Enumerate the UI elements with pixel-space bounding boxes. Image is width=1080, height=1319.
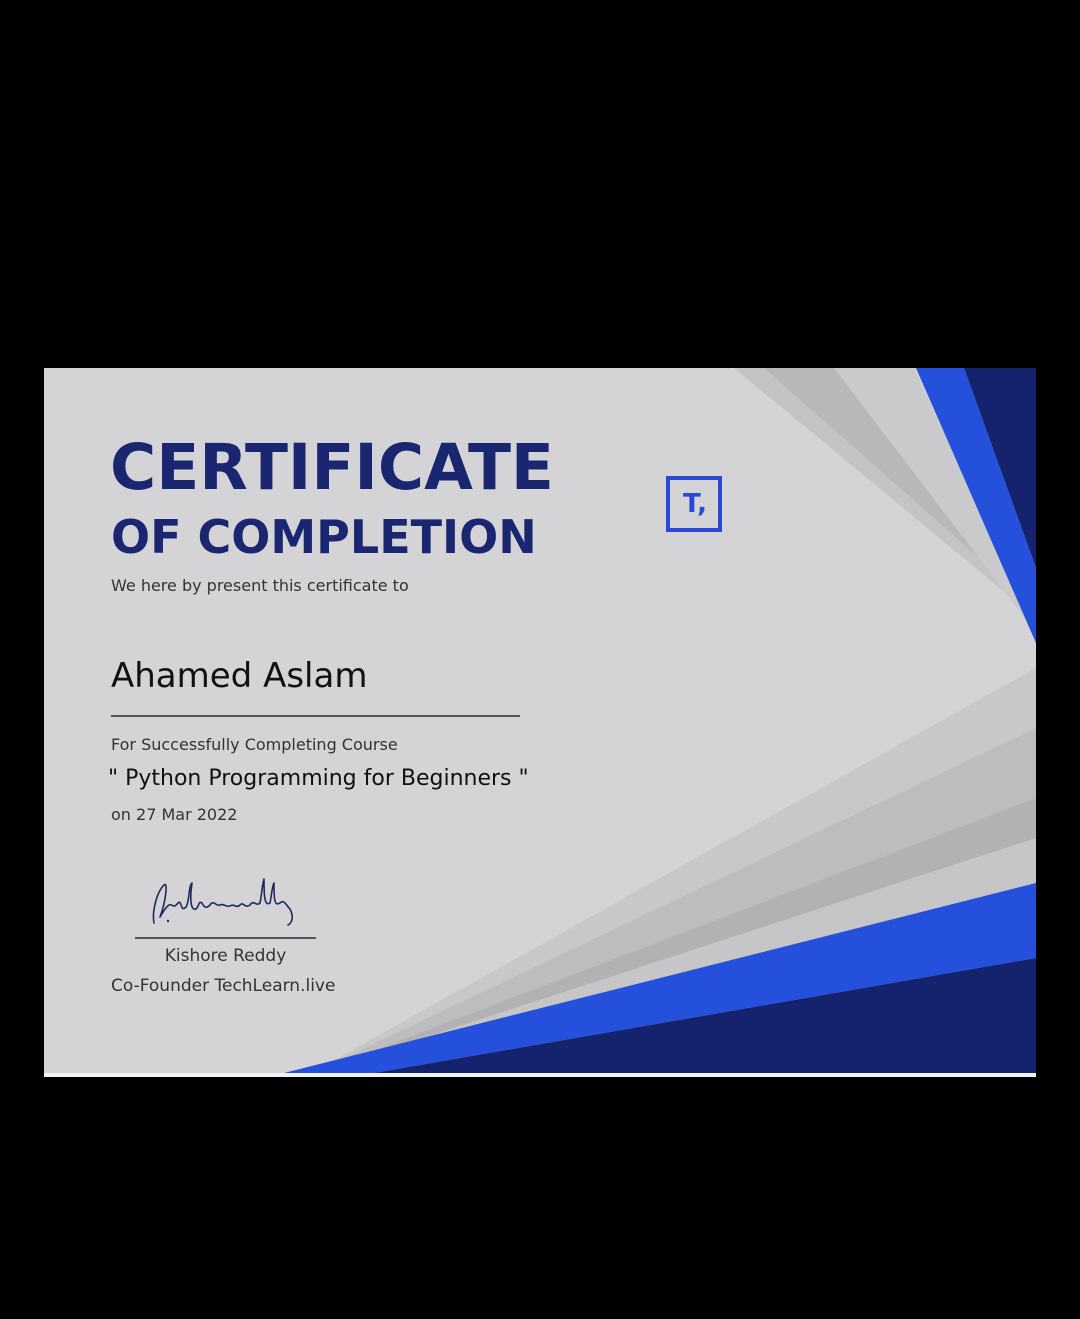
signer-name: Kishore Reddy xyxy=(164,946,287,966)
signer-title: Co-Founder TechLearn.live xyxy=(111,976,336,996)
bottom-edge xyxy=(44,1073,1036,1077)
recipient-underline xyxy=(111,715,520,717)
certificate-title: CERTIFICATE xyxy=(110,431,554,504)
completion-date: on 27 Mar 2022 xyxy=(111,805,238,824)
certificate xyxy=(44,368,1036,1077)
recipient-name: Ahamed Aslam xyxy=(111,656,368,696)
signature-line xyxy=(135,937,316,939)
certificate-subtitle: OF COMPLETION xyxy=(111,510,537,564)
signature-image xyxy=(144,873,314,933)
completion-text: For Successfully Completing Course xyxy=(111,735,398,754)
presentation-text: We here by present this certificate to xyxy=(111,576,409,595)
techlearn-logo-icon xyxy=(666,476,722,532)
logo-text: T, xyxy=(683,489,707,519)
course-name: " Python Programming for Beginners " xyxy=(108,766,529,791)
